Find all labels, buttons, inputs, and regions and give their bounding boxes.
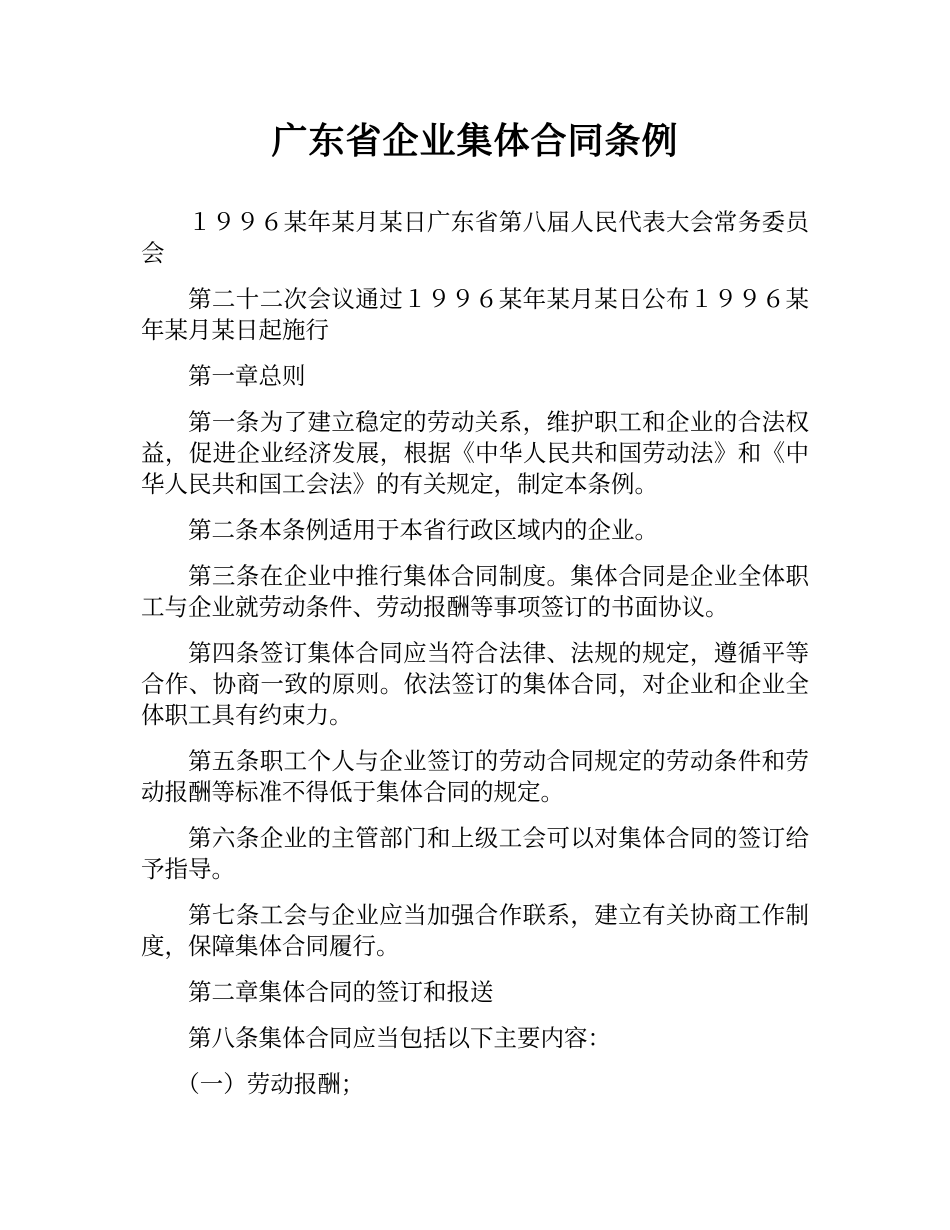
adoption-note-continued: 第二十二次会议通过１９９６某年某月某日公布１９９６某年某月某日起施行 xyxy=(141,285,809,344)
list-item: （一）劳动报酬； xyxy=(176,1070,365,1098)
chapter-heading: 第一章总则 xyxy=(188,362,306,390)
article-paragraph: 第三条在企业中推行集体合同制度。集体合同是企业全体职工与企业就劳动条件、劳动报酬等事项签订的书面协议。 xyxy=(141,562,809,621)
document-title: 广东省企业集体合同条例 xyxy=(271,121,679,162)
adoption-note: １９９６某年某月某日广东省第八届人民代表大会常务委员会 xyxy=(141,208,809,267)
article-paragraph: 第四条签订集体合同应当符合法律、法规的规定，遵循平等合作、协商一致的原则。依法签订的集体合同，对企业和企业全体职工具有约束力。 xyxy=(141,639,809,729)
article-paragraph: 第八条集体合同应当包括以下主要内容： xyxy=(188,1024,611,1052)
article-paragraph: 第五条职工个人与企业签订的劳动合同规定的劳动条件和劳动报酬等标准不得低于集体合同的规定。 xyxy=(141,747,809,806)
chapter-heading: 第二章集体合同的签订和报送 xyxy=(188,978,494,1006)
document-body xyxy=(141,207,809,1115)
article-paragraph: 第一条为了建立稳定的劳动关系，维护职工和企业的合法权益，促进企业经济发展，根据《中华人民共和国劳动法》和《中华人民共和国工会法》的有关规定，制定本条例。 xyxy=(141,408,809,498)
article-paragraph: 第二条本条例适用于本省行政区域内的企业。 xyxy=(188,516,658,544)
article-paragraph: 第七条工会与企业应当加强合作联系，建立有关协商工作制度，保障集体合同履行。 xyxy=(141,901,809,960)
article-paragraph: 第六条企业的主管部门和上级工会可以对集体合同的签订给予指导。 xyxy=(141,824,809,883)
